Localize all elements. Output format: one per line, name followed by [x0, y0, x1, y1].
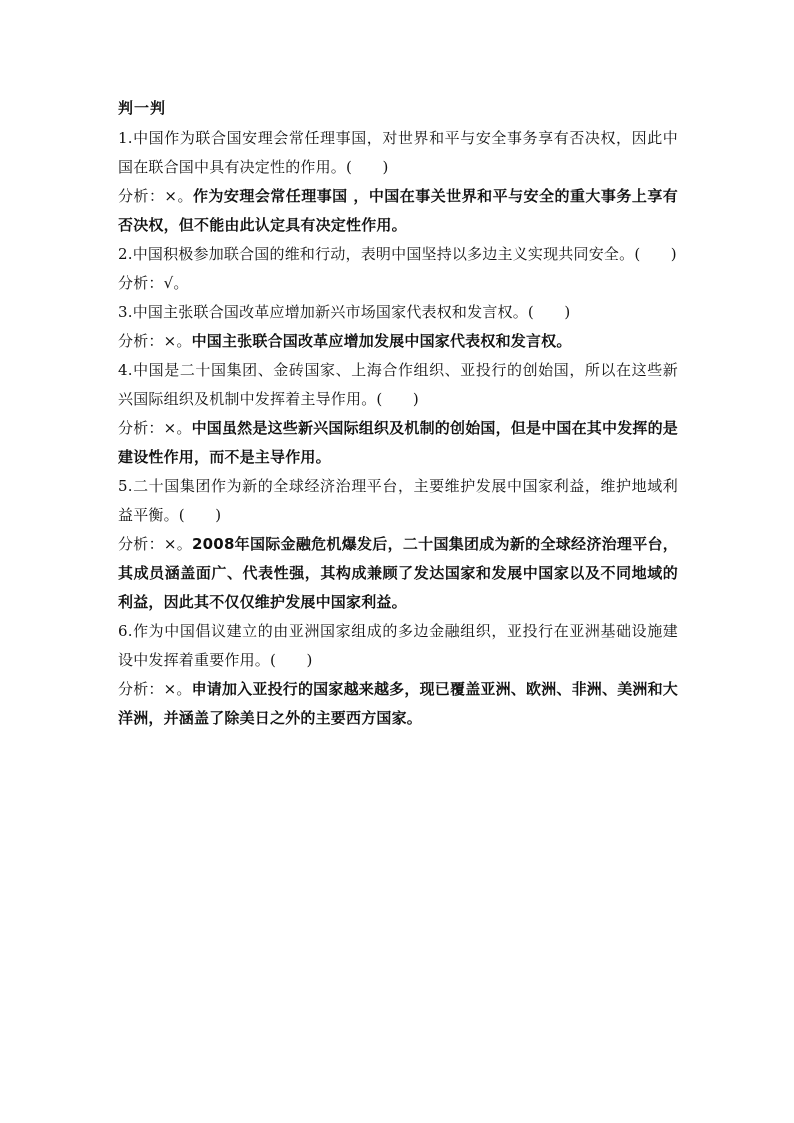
- answer-body: 中国主张联合国改革应增加发展中国家代表权和发言权。: [191, 332, 572, 350]
- answer-text: [118, 269, 678, 298]
- answer-lead: 分析：×。: [118, 419, 192, 437]
- answer-text: [118, 182, 678, 240]
- question-item-3: [118, 298, 678, 356]
- section-heading: 判一判: [118, 99, 167, 117]
- question-text: 1.中国作为联合国安理会常任理事国，对世界和平与安全事务享有否决权，因此中国在联合国中具有决定性的作用。( ): [118, 129, 678, 176]
- answer-text: [118, 530, 678, 617]
- answer-body: 2008年国际金融危机爆发后，二十国集团成为新的全球经济治理平台，其成员涵盖面广、代表性强，其构成兼顾了发达国家和发展中国家以及不同地域的利益，因此其不仅仅维护发展中国家利益。: [118, 535, 678, 611]
- document-page: [118, 98, 678, 733]
- answer-body: 中国虽然是这些新兴国际组织及机制的创始国，但是中国在其中发挥的是建设性作用，而不是主导作用。: [118, 419, 678, 466]
- question-text: 6.作为中国倡议建立的由亚洲国家组成的多边金融组织，亚投行在亚洲基础设施建设中发挥着重要作用。( ): [118, 622, 678, 669]
- answer-body: 申请加入亚投行的国家越来越多，现已覆盖亚洲、欧洲、非洲、美洲和大洋洲，并涵盖了除美日之外的主要西方国家。: [118, 680, 678, 727]
- question-item-5: [118, 472, 678, 617]
- answer-body: 作为安理会常任理事国 ，中国在事关世界和平与安全的重大事务上享有否决权，但不能由此认定具有决定性作用。: [118, 187, 678, 234]
- answer-text: [118, 675, 678, 733]
- question-text: 4.中国是二十国集团、金砖国家、上海合作组织、亚投行的创始国，所以在这些新兴国际组织及机制中发挥着主导作用。( ): [118, 361, 678, 408]
- answer-text: [118, 414, 678, 472]
- question-text: 3.中国主张联合国改革应增加新兴市场国家代表权和发言权。( ): [118, 303, 571, 321]
- answer-lead: 分析：×。: [118, 187, 193, 205]
- answer-lead: 分析：×。: [118, 535, 193, 553]
- answer-lead: 分析：√。: [118, 274, 189, 292]
- answer-text: [118, 327, 678, 356]
- question-item-2: [118, 240, 678, 298]
- question-item-4: [118, 356, 678, 472]
- question-text: 5.二十国集团作为新的全球经济治理平台，主要维护发展中国家利益，维护地域利益平衡。( ): [118, 477, 678, 524]
- question-text: 2.中国积极参加联合国的维和行动，表明中国坚持以多边主义实现共同安全。( ): [118, 245, 677, 263]
- answer-lead: 分析：×。: [118, 680, 192, 698]
- question-item-6: [118, 617, 678, 733]
- answer-lead: 分析：×。: [118, 332, 192, 350]
- question-item-1: [118, 124, 678, 240]
